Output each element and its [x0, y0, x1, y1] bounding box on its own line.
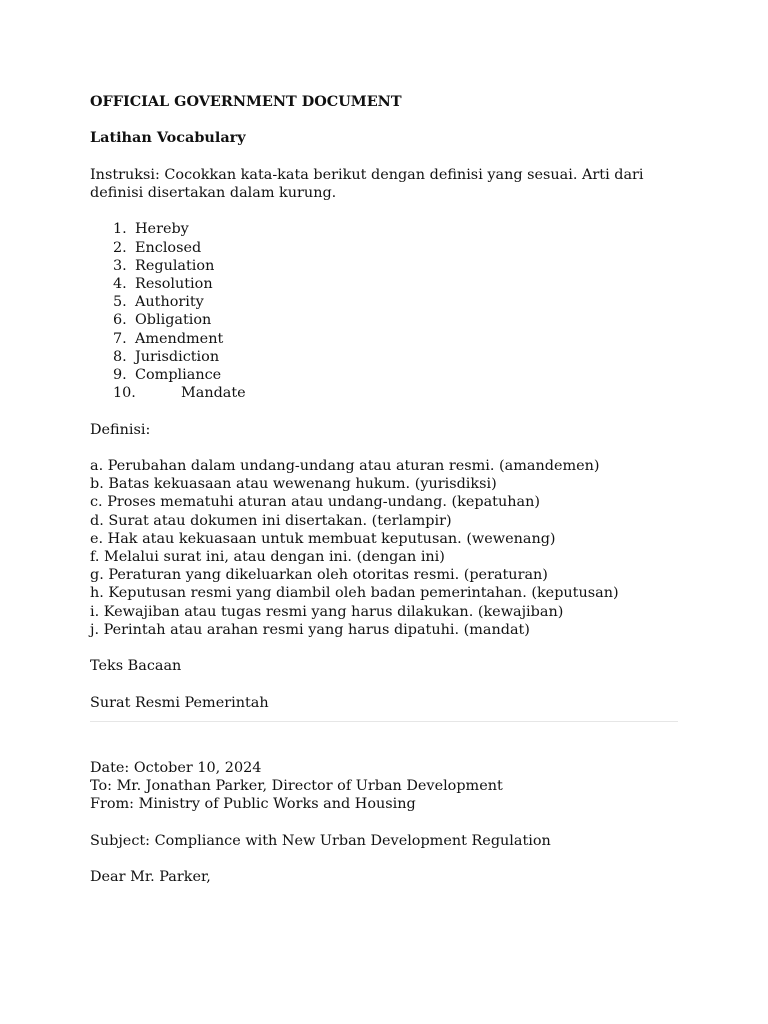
definition-item: j. Perintah atau arahan resmi yang harus dipatuhi. (mandat)	[90, 621, 530, 638]
list-item	[90, 348, 680, 366]
list-item-word: Compliance	[135, 367, 222, 383]
list-item	[90, 311, 680, 329]
list-item-number: 8.	[113, 348, 127, 365]
section-heading: Latihan Vocabulary	[90, 129, 246, 147]
document-page	[90, 93, 680, 886]
list-item-word: Authority	[135, 294, 204, 311]
list-item	[90, 330, 680, 348]
list-item-word: Hereby	[135, 221, 189, 238]
list-item-number: 3.	[113, 257, 127, 274]
definition-item: c. Proses mematuhi aturan atau undang-undang. (kepatuhan)	[90, 494, 540, 511]
letter-from: From: Ministry of Public Works and Housing	[90, 796, 416, 813]
list-item-number: 5.	[113, 294, 127, 311]
definition-item: d. Surat atau dokumen ini disertakan. (terlampir)	[90, 512, 452, 529]
list-item-number: 10.	[113, 385, 136, 402]
list-item-number: 9.	[113, 367, 127, 383]
letter-salutation: Dear Mr. Parker,	[90, 868, 211, 885]
definition-item: f. Melalui surat ini, atau dengan ini. (dengan ini)	[90, 549, 445, 565]
list-item	[90, 275, 680, 293]
list-item-word: Mandate	[181, 385, 246, 402]
letter-subject: Subject: Compliance with New Urban Development Regulation	[90, 832, 551, 849]
list-item-word: Enclosed	[135, 239, 202, 256]
document-title: OFFICIAL GOVERNMENT DOCUMENT	[90, 93, 402, 110]
definitions-list	[90, 457, 680, 639]
list-item-word: Regulation	[135, 257, 215, 274]
reading-label: Teks Bacaan	[90, 658, 182, 675]
list-item	[90, 366, 680, 384]
list-item-word: Amendment	[135, 330, 224, 347]
list-item	[90, 239, 680, 257]
list-item-number: 7.	[113, 330, 127, 347]
letter-to: To: Mr. Jonathan Parker, Director of Urban Development	[90, 778, 503, 794]
list-item	[90, 257, 680, 275]
list-item-number: 2.	[113, 239, 127, 256]
list-item-word: Obligation	[135, 312, 212, 329]
list-item	[90, 220, 680, 238]
definition-item: h. Keputusan resmi yang diambil oleh badan pemerintahan. (keputusan)	[90, 585, 619, 602]
list-item-number: 6.	[113, 312, 127, 329]
definition-item: i. Kewajiban atau tugas resmi yang harus dilakukan. (kewajiban)	[90, 603, 564, 620]
definition-item: a. Perubahan dalam undang-undang atau aturan resmi. (amandemen)	[90, 457, 600, 474]
list-item	[90, 384, 680, 402]
letter-title: Surat Resmi Pemerintah	[90, 694, 269, 711]
list-item-number: 1.	[113, 221, 127, 238]
letter-date: Date: October 10, 2024	[90, 759, 262, 776]
definition-item: e. Hak atau kekuasaan untuk membuat keputusan. (wewenang)	[90, 530, 556, 547]
list-item-word: Jurisdiction	[135, 348, 220, 365]
list-item	[90, 293, 680, 311]
vocabulary-list	[90, 220, 680, 402]
list-item-number: 4.	[113, 275, 127, 292]
instruction-text: Instruksi: Cocokkan kata-kata berikut dengan definisi yang sesuai. Arti dari definisi disertakan dalam kurung.	[90, 166, 644, 201]
definitions-label: Definisi:	[90, 421, 151, 438]
definition-item: b. Batas kekuasaan atau wewenang hukum. (yurisdiksi)	[90, 476, 497, 493]
list-item-word: Resolution	[135, 275, 213, 292]
definition-item: g. Peraturan yang dikeluarkan oleh otoritas resmi. (peraturan)	[90, 567, 548, 584]
